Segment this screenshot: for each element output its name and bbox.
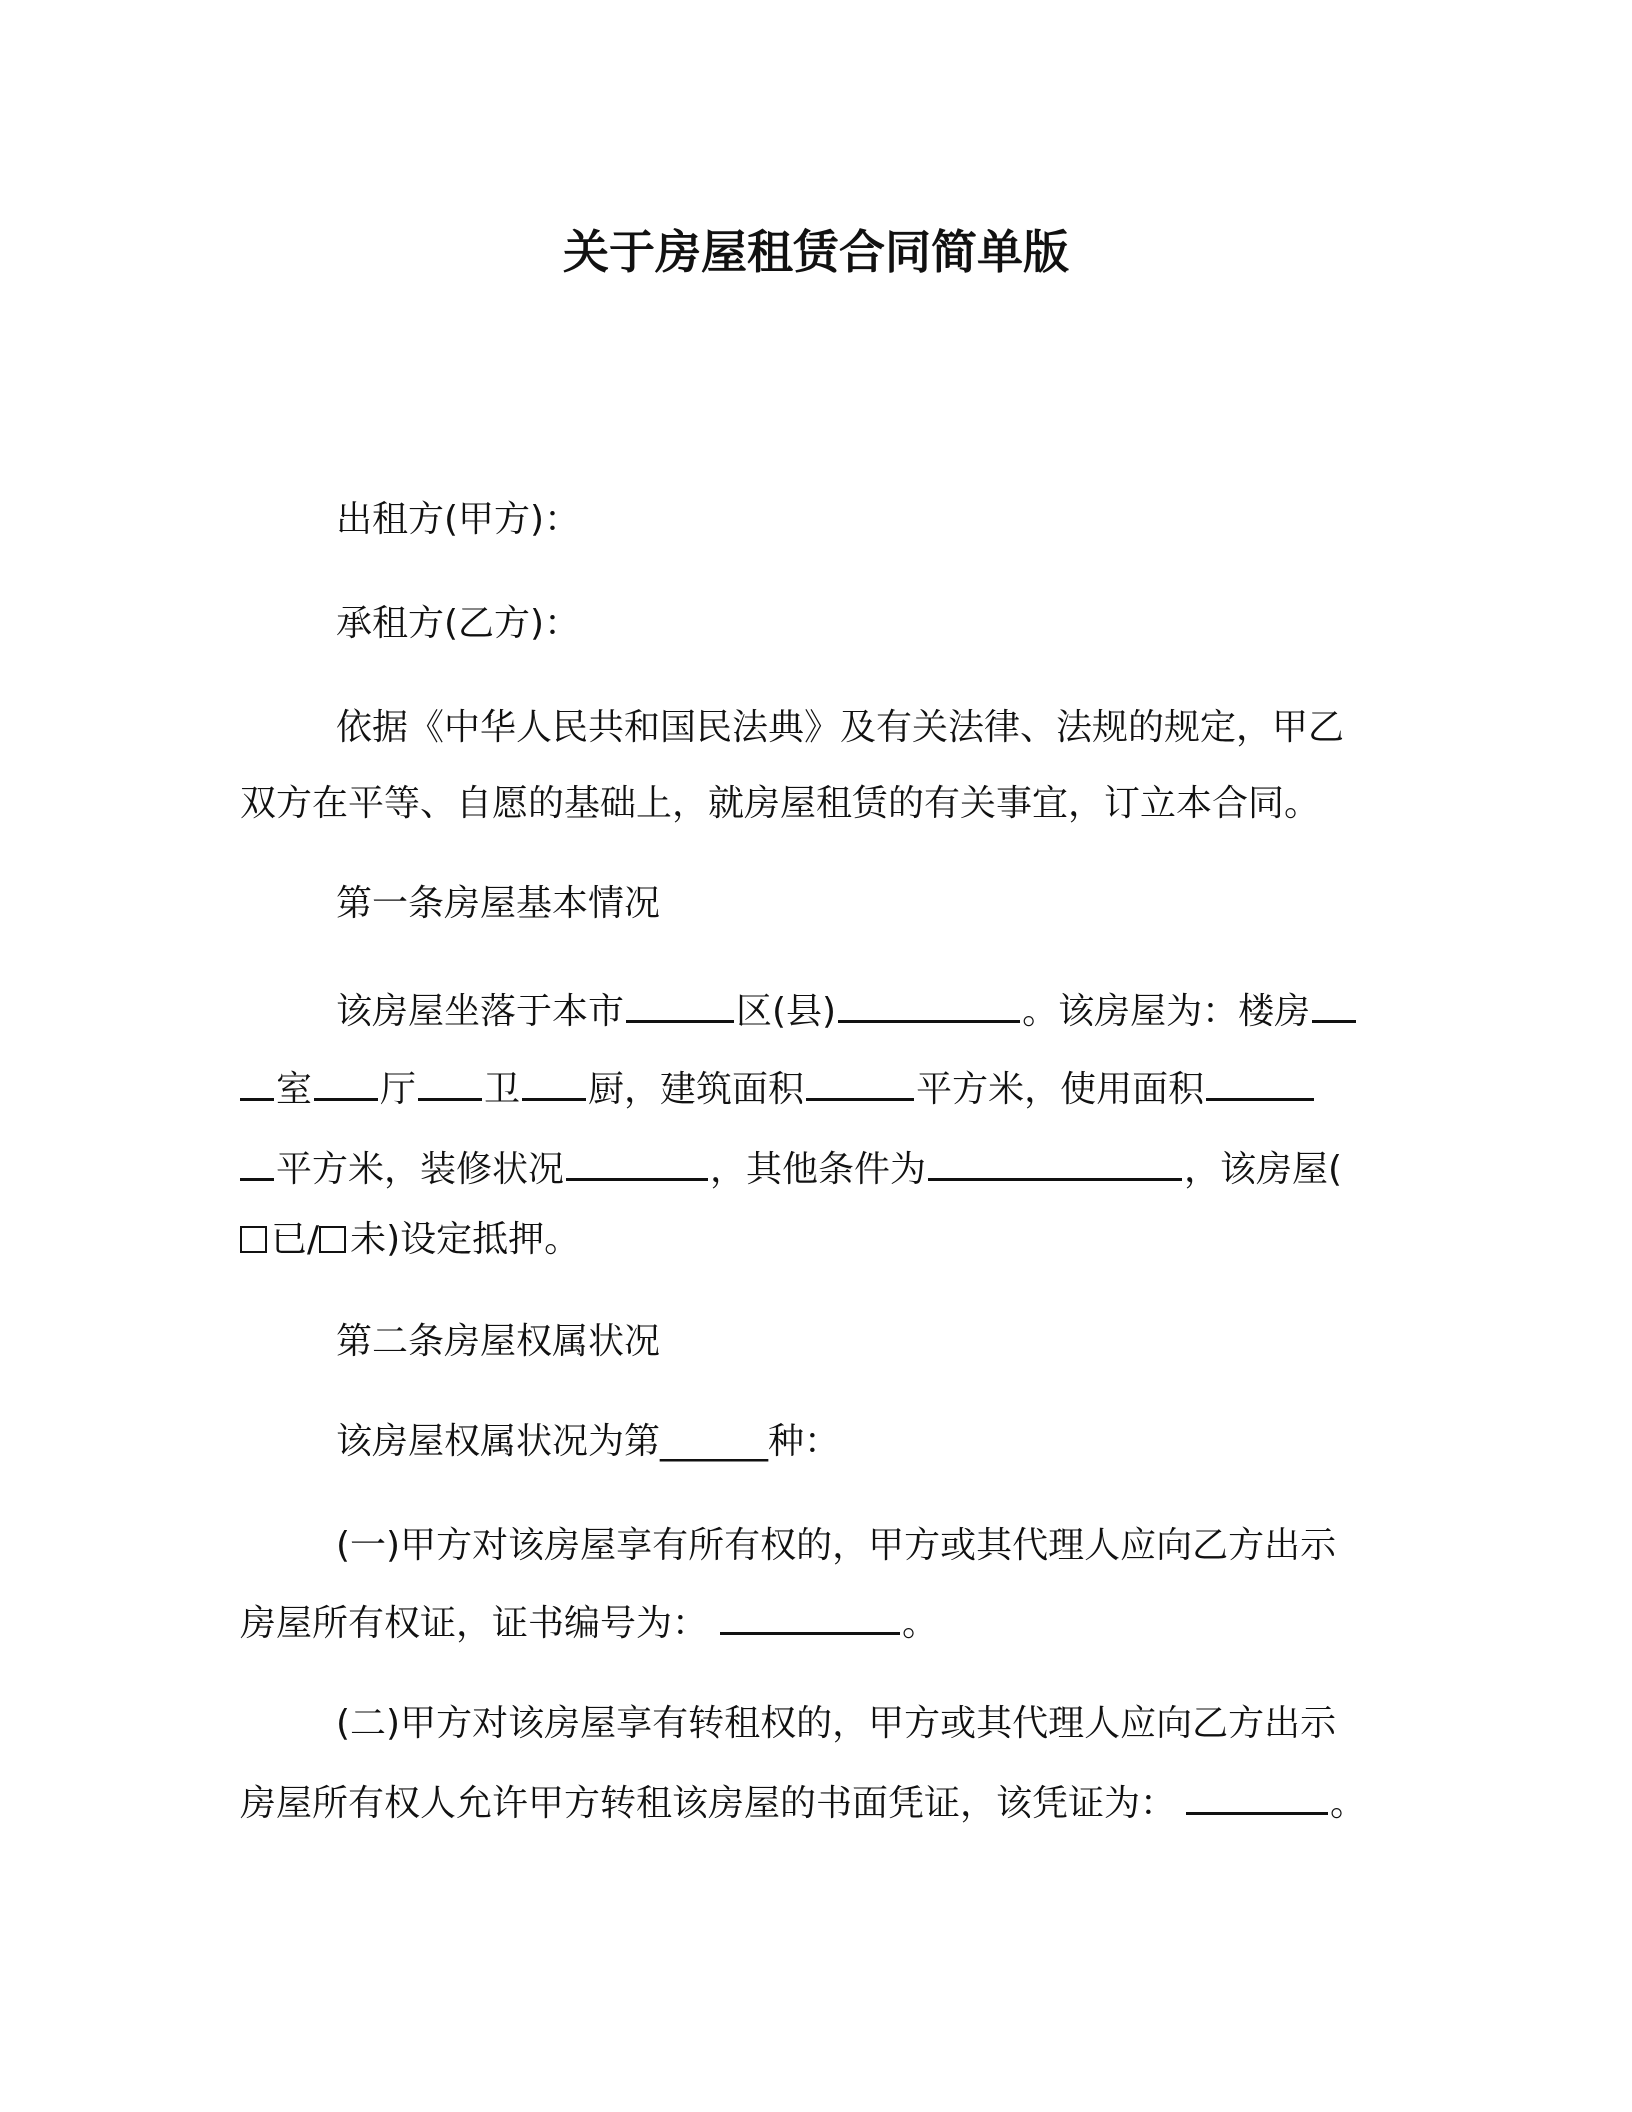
- building-blank[interactable]: [1312, 986, 1356, 1023]
- text-segment: 。: [1330, 1783, 1367, 1824]
- text-segment: 平方米，使用面积: [916, 1069, 1205, 1110]
- item1-line-2: [240, 1598, 938, 1648]
- text-segment: 。: [902, 1603, 939, 1644]
- item2-line-2: [240, 1778, 1366, 1828]
- voucher-blank[interactable]: [1186, 1778, 1328, 1815]
- building-blank-cont[interactable]: [240, 1064, 274, 1101]
- floor-area-blank[interactable]: [806, 1064, 914, 1101]
- address-blank[interactable]: [838, 986, 1020, 1023]
- text-segment: 区(县): [736, 991, 837, 1032]
- item2-line-1: (二)甲方对该房屋享有转租权的，甲方或其代理人应向乙方出示: [336, 1703, 1337, 1744]
- text-segment: 该房屋坐落于本市: [336, 991, 625, 1032]
- bath-count-blank[interactable]: [418, 1064, 482, 1101]
- usable-area-blank[interactable]: [1206, 1064, 1314, 1101]
- text-segment: 房屋所有权人允许甲方转租该房屋的书面凭证，该凭证为：: [240, 1783, 1177, 1824]
- lessor-line: 出租方(甲方)：: [336, 499, 581, 540]
- usable-area-blank-cont[interactable]: [240, 1144, 274, 1181]
- item1-line-1: (一)甲方对该房屋享有所有权的，甲方或其代理人应向乙方出示: [336, 1525, 1337, 1566]
- intro-line-2: 双方在平等、自愿的基础上，就房屋租赁的有关事宜，订立本合同。: [240, 783, 1321, 824]
- text-segment: 未)设定抵押。: [350, 1219, 581, 1260]
- text-segment: 已/: [271, 1219, 320, 1260]
- text-segment: 种：: [768, 1421, 841, 1462]
- district-blank[interactable]: [626, 986, 734, 1023]
- decoration-blank[interactable]: [566, 1144, 708, 1181]
- article2-heading: 第二条房屋权属状况: [336, 1321, 661, 1362]
- article1-heading: 第一条房屋基本情况: [336, 883, 661, 924]
- article1-line-1: [336, 986, 1358, 1036]
- text-segment: 该房屋权属状况为第: [336, 1421, 661, 1462]
- other-conditions-blank[interactable]: [928, 1144, 1182, 1181]
- text-segment: 。该房屋为：楼房: [1022, 991, 1311, 1032]
- intro-line-1: 依据《中华人民共和国民法典》及有关法律、法规的规定，甲乙: [336, 707, 1345, 748]
- lessee-line: 承租方(乙方)：: [336, 603, 581, 644]
- mortgaged-checkbox[interactable]: [240, 1226, 267, 1253]
- text-segment: 房屋所有权证，证书编号为：: [240, 1603, 709, 1644]
- article2-status-line: [336, 1418, 840, 1466]
- text-segment: 平方米，装修状况: [276, 1149, 565, 1190]
- article1-line-4: [240, 1216, 580, 1264]
- text-segment: 卫: [484, 1069, 521, 1110]
- text-segment: ，其他条件为: [710, 1149, 927, 1190]
- not-mortgaged-checkbox[interactable]: [319, 1226, 346, 1253]
- text-segment: 室: [276, 1069, 313, 1110]
- text-segment: 厅: [380, 1069, 417, 1110]
- article1-line-2: [240, 1064, 1316, 1114]
- text-segment: 厨，建筑面积: [588, 1069, 805, 1110]
- hall-count-blank[interactable]: [314, 1064, 378, 1101]
- text-segment: ，该房屋(: [1184, 1149, 1343, 1190]
- kitchen-count-blank[interactable]: [522, 1064, 586, 1101]
- document-title: 关于房屋租赁合同简单版: [563, 225, 1069, 279]
- article1-line-3: [240, 1144, 1342, 1194]
- certificate-number-blank[interactable]: [720, 1598, 900, 1635]
- type-number-blank[interactable]: ______: [660, 1421, 769, 1462]
